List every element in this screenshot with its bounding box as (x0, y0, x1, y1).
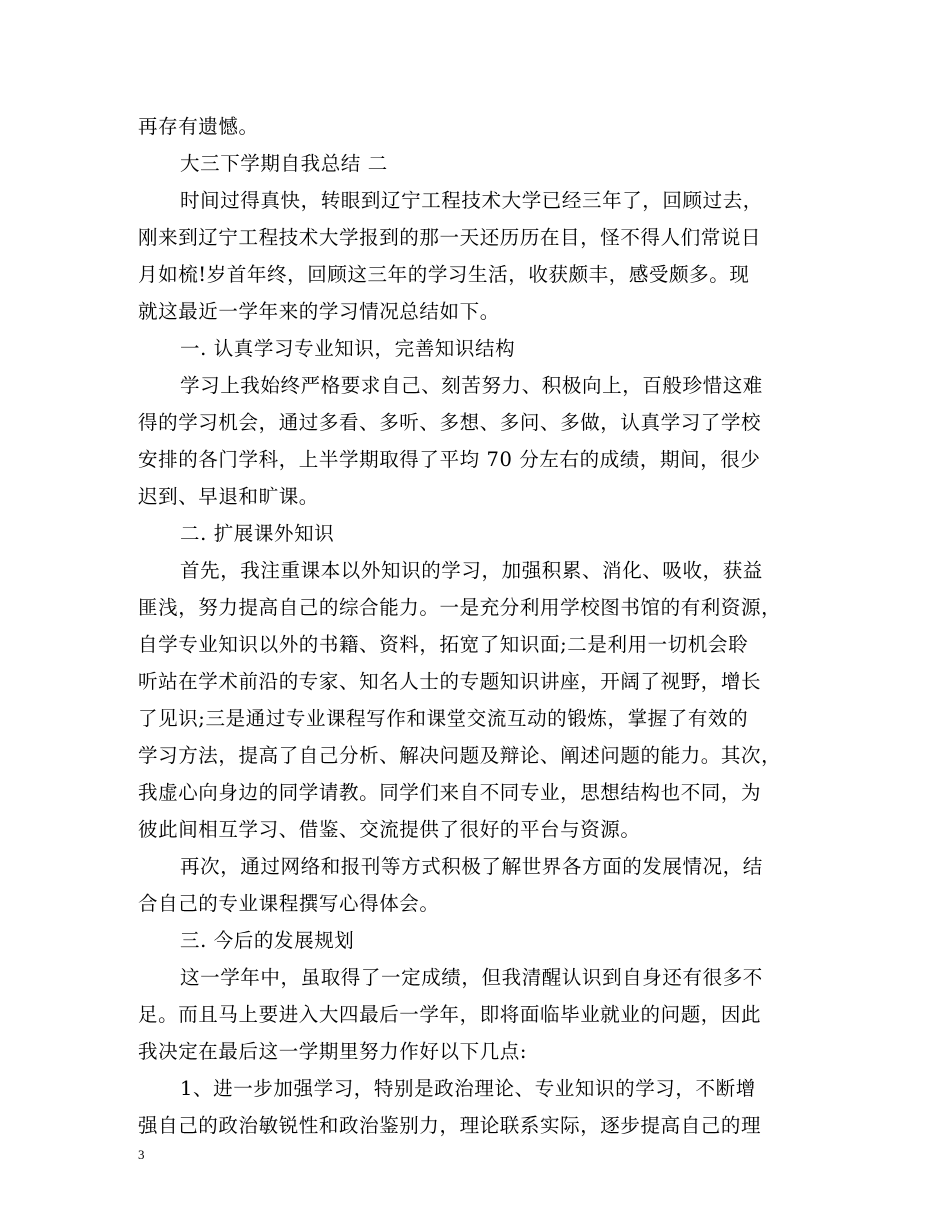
text-line: 1、进一步加强学习，特别是政治理论、专业知识的学习，不断增 (180, 1077, 756, 1100)
text-line: 学习上我始终严格要求自己、刻苦努力、积极向上，百般珍惜这难 (180, 374, 763, 397)
text-line: 听站在学术前沿的专家、知名人士的专题知识讲座，开阔了视野，增长 (138, 670, 762, 693)
text-line: 三. 今后的发展规划 (180, 929, 355, 952)
text-line: 再次，通过网络和报刊等方式积极了解世界各方面的发展情况，结 (180, 855, 763, 878)
text-line: 得的学习机会，通过多看、多听、多想、多问、多做，认真学习了学校 (138, 411, 762, 434)
text-line: 合自己的专业课程撰写心得体会。 (138, 892, 440, 915)
text-line: 我决定在最后这一学期里努力作好以下几点: (138, 1040, 528, 1063)
text-line: 安排的各门学科，上半学期取得了平均 70 分左右的成绩，期间，很少 (138, 448, 761, 471)
text-line: 自学专业知识以外的书籍、资料，拓宽了知识面;二是利用一切机会聆 (138, 633, 749, 656)
text-line: 了见识;三是通过专业课程写作和课堂交流互动的锻炼，掌握了有效的 (138, 707, 749, 730)
text-line: 就这最近一学年来的学习情况总结如下。 (138, 300, 500, 323)
text-line: 学习方法，提高了自己分析、解决问题及辩论、阐述问题的能力。其次， (138, 744, 782, 767)
text-line: 时间过得真快，转眼到辽宁工程技术大学已经三年了，回顾过去， (180, 189, 763, 212)
text-line: 刚来到辽宁工程技术大学报到的那一天还历历在目，怪不得人们常说日 (138, 226, 762, 249)
text-line: 我虚心向身边的同学请教。同学们来自不同专业，思想结构也不同，为 (138, 781, 762, 804)
document-body (138, 108, 818, 1144)
text-line: 匪浅，努力提高自己的综合能力。一是充分利用学校图书馆的有利资源， (138, 596, 782, 619)
text-line: 大三下学期自我总结 二 (180, 152, 388, 175)
text-line: 强自己的政治敏锐性和政治鉴别力，理论联系实际，逐步提高自己的理 (138, 1114, 762, 1137)
text-line: 这一学年中，虽取得了一定成绩，但我清醒认识到自身还有很多不 (180, 966, 763, 989)
text-line: 月如梳!岁首年终，回顾这三年的学习生活，收获颇丰，感受颇多。现 (138, 263, 750, 286)
text-line: 迟到、早退和旷课。 (138, 485, 319, 508)
text-line: 首先，我注重课本以外知识的学习，加强积累、消化、吸收，获益 (180, 559, 763, 582)
text-line: 一. 认真学习专业知识，完善知识结构 (180, 337, 516, 360)
text-line: 足。而且马上要进入大四最后一学年，即将面临毕业就业的问题，因此 (138, 1003, 762, 1026)
text-line: 彼此间相互学习、借鉴、交流提供了很好的平台与资源。 (138, 818, 641, 841)
page-number: 3 (138, 1147, 145, 1162)
text-line: 再存有遗憾。 (138, 115, 259, 138)
text-line: 二. 扩展课外知识 (180, 522, 335, 545)
